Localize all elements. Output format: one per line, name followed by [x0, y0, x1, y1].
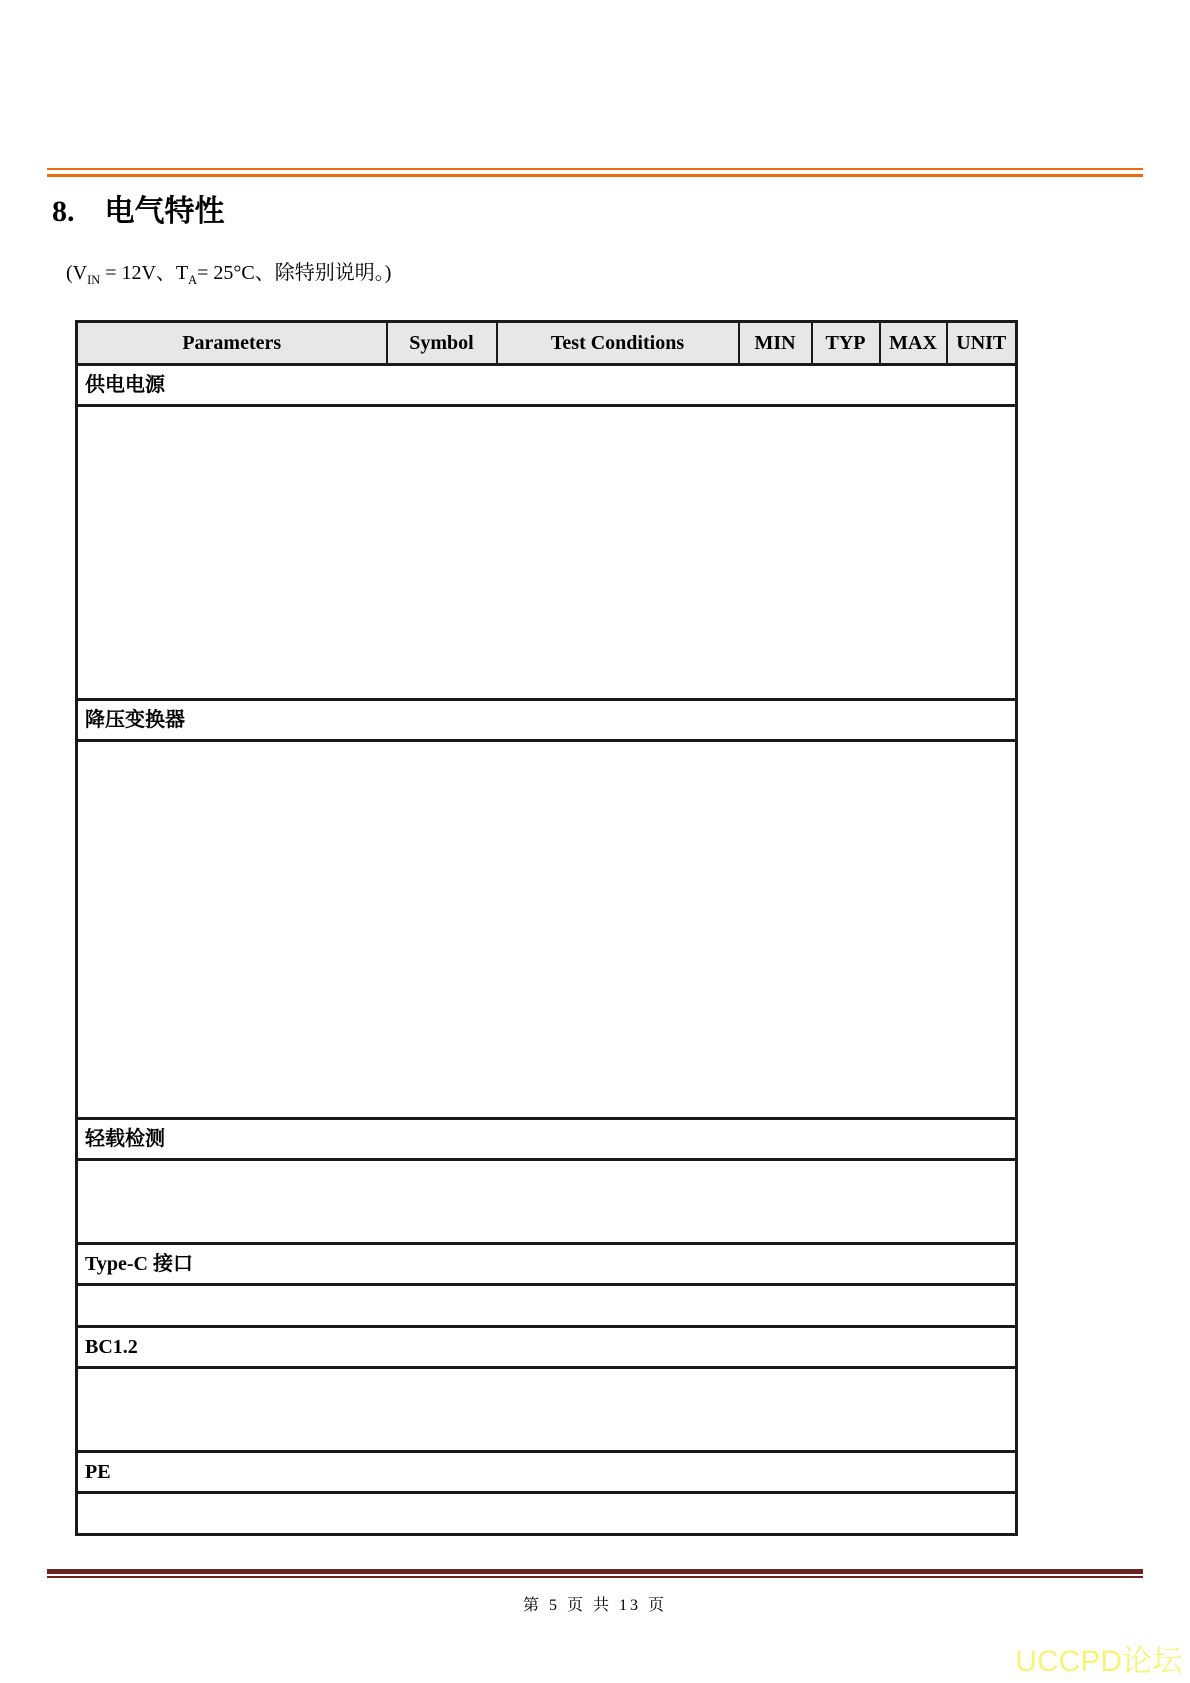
section-title: 电气特性 [104, 195, 225, 228]
section-row [77, 365, 1017, 406]
conditions-note: ($V_{IN} = 12V$、$T_A= 25^\circ C$、除特别说明。) [66, 262, 392, 287]
bottom-divider-line-thin [47, 1576, 1143, 1578]
header-row [77, 322, 1017, 365]
electrical-characteristics-table [75, 320, 1018, 1536]
column-header: TYP [812, 322, 880, 365]
table-row [77, 867, 1017, 909]
section-row [77, 1244, 1017, 1285]
column-header: Parameters [77, 322, 387, 365]
page-title [52, 186, 225, 230]
section-label: 降压变换器 [77, 700, 1017, 741]
column-header: Test Conditions [497, 322, 739, 365]
page-number: 第 5 页 共 13 页 [522, 1597, 667, 1614]
section-row [77, 1119, 1017, 1160]
table-row [77, 532, 1017, 574]
top-divider [47, 168, 1143, 177]
table-wrap [75, 320, 1018, 1536]
table-row [77, 1368, 1017, 1410]
top-divider-line-thick [47, 174, 1143, 177]
column-header: MIN [739, 322, 812, 365]
table-row [77, 1410, 1017, 1452]
section-number: 8. [52, 195, 75, 228]
table-row [77, 574, 1017, 616]
section-row [77, 1327, 1017, 1368]
column-header: Symbol [387, 322, 497, 365]
bottom-divider [47, 1569, 1143, 1578]
table-row [77, 658, 1017, 700]
table-row [77, 825, 1017, 867]
section-label: 供电电源 [77, 365, 1017, 406]
section-label: Type-C 接口 [77, 1244, 1017, 1285]
table-row [77, 406, 1017, 448]
section-row [77, 1452, 1017, 1493]
table-row [77, 909, 1017, 951]
table-row [77, 1493, 1017, 1535]
table-row [77, 951, 1017, 993]
table-row [77, 616, 1017, 658]
table-row [77, 783, 1017, 825]
table-row [77, 1285, 1017, 1327]
column-header: UNIT [947, 322, 1017, 365]
section-row [77, 700, 1017, 741]
section-label: 轻载检测 [77, 1119, 1017, 1160]
table-row [77, 1160, 1017, 1202]
column-header: MAX [880, 322, 947, 365]
table-row [77, 448, 1017, 490]
table-row [77, 993, 1017, 1035]
section-label: PE [77, 1452, 1017, 1493]
table-row [77, 1077, 1017, 1119]
table-row [77, 1035, 1017, 1077]
table-row [77, 490, 1017, 532]
section-label: BC1.2 [77, 1327, 1017, 1368]
table-row [77, 741, 1017, 783]
table-row [77, 1202, 1017, 1244]
watermark: UCCPD论坛 [1015, 1645, 1182, 1678]
